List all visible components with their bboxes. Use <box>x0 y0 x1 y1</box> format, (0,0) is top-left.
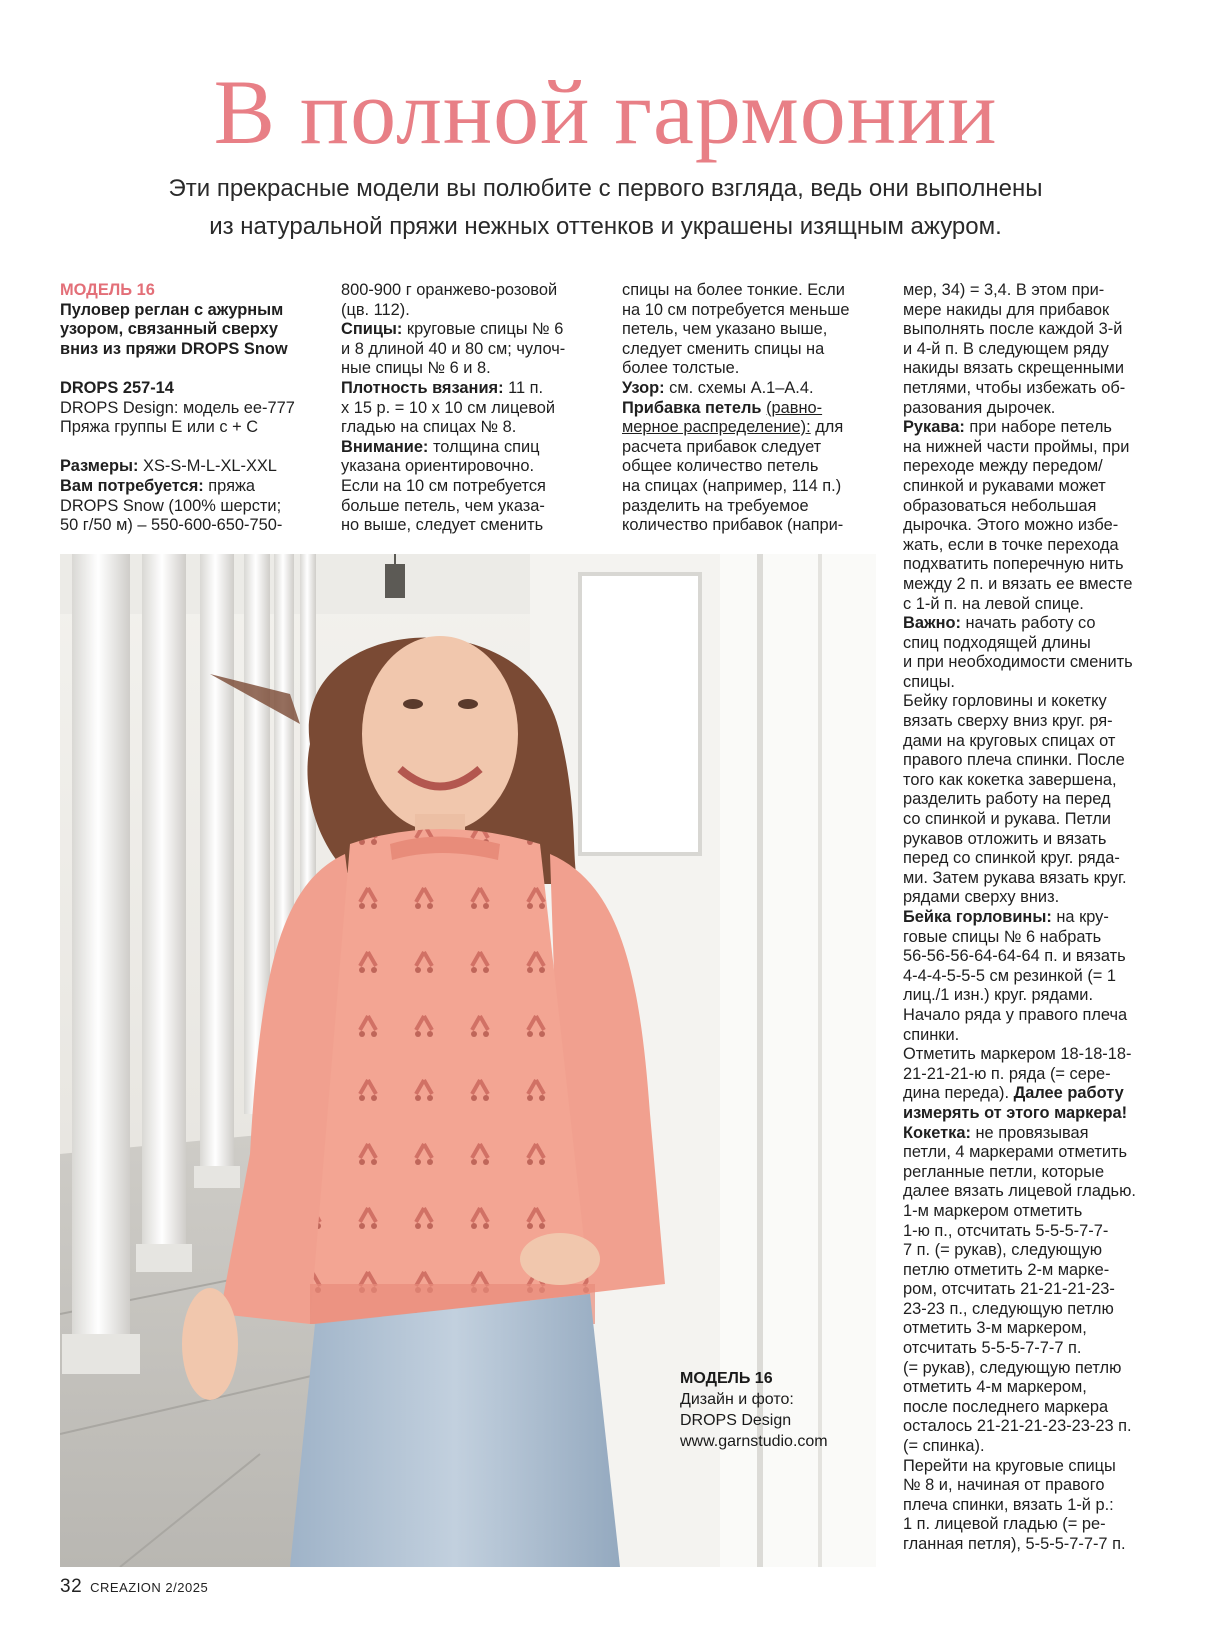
text-line: петлями, чтобы избежать об- <box>903 378 1126 397</box>
caption-line: DROPS Design <box>680 1412 792 1429</box>
text-line: спицы. <box>903 672 955 691</box>
text-line: 1 п. лицевой гладью (= ре- <box>903 1515 1106 1534</box>
text-line: разделить на требуемое <box>622 496 809 515</box>
text-line: Перейти на круговые спицы <box>903 1456 1116 1475</box>
text-line: DROPS Snow (100% шерсти; <box>60 496 282 515</box>
text-line: переходе между передом/ <box>903 457 1103 476</box>
text-line: отсчитать 5-5-5-7-7-7 п. <box>903 1339 1082 1358</box>
text-line: дами на круговых спицах от <box>903 731 1116 750</box>
increase-line: Прибавка петель (равно- <box>622 398 823 417</box>
text-line: разделить работу на перед <box>903 790 1111 809</box>
text-line: Начало ряда у правого плеча <box>903 1005 1128 1024</box>
model-code: DROPS 257-14 <box>60 378 174 397</box>
text-line: более толстые. <box>622 359 740 378</box>
text-line: 21-21-21-ю п. ряда (= сере- <box>903 1064 1111 1083</box>
text-line: говые спицы № 6 набрать <box>903 927 1102 946</box>
text-line: и 8 длиной 40 и 80 см; чулоч- <box>341 339 566 358</box>
text-line: ные спицы № 6 и 8. <box>341 359 491 378</box>
text-line: после последнего маркера <box>903 1397 1109 1416</box>
text-line: рядами сверху вниз. <box>903 888 1060 907</box>
text-line: и 4-й п. В следующем ряду <box>903 339 1109 358</box>
text-line: но выше, следует сменить <box>341 516 544 535</box>
text-line: спинки. <box>903 1025 960 1044</box>
model-desc-line: Пуловер реглан с ажурным <box>60 300 284 319</box>
text-line: ром, отсчитать 21-21-21-23- <box>903 1280 1115 1299</box>
page-title: В полной гармонии <box>213 61 998 163</box>
text-line: вязать сверху вниз круг. ря- <box>903 712 1113 731</box>
text-line: 50 г/50 м) – 550-600-650-750- <box>60 516 283 535</box>
text-line: разования дырочек. <box>903 398 1056 417</box>
text-line: правого плеча спинки. После <box>903 751 1125 770</box>
text-line: петли, 4 маркерами отметить <box>903 1143 1128 1162</box>
yoke-line: Кокетка: не провязывая <box>903 1123 1089 1142</box>
text-line: Отметить маркером 18-18-18- <box>903 1045 1132 1064</box>
text-line: общее количество петель <box>622 457 819 476</box>
text-line: 4-4-4-5-5-5 см резинкой (= 1 <box>903 966 1117 985</box>
text-line: накиды вязать скрещенными <box>903 359 1124 378</box>
model-label: МОДЕЛЬ 16 <box>60 281 155 299</box>
text-line: отметить 4-м маркером, <box>903 1378 1087 1397</box>
text-line: осталось 21-21-21-23-23-23 п. <box>903 1417 1132 1436</box>
text-line: на 10 см потребуется меньше <box>622 300 850 319</box>
text-line: рукавов отложить и вязать <box>903 829 1107 848</box>
photo-caption <box>680 1368 828 1452</box>
text-line: спиц подходящей длины <box>903 633 1091 652</box>
attention-line: Внимание: толщина спиц <box>341 437 540 456</box>
model-desc-line: вниз из пряжи DROPS Snow <box>60 339 288 358</box>
text-line: петлю отметить 2-м марке- <box>903 1260 1110 1279</box>
text-line: ми. Затем рукава вязать круг. <box>903 868 1127 887</box>
yarn-group-line: Пряжа группы E или с + C <box>60 418 259 437</box>
materials-line: Вам потребуется: пряжа <box>60 476 256 495</box>
text-line: 23-23 п., следующую петлю <box>903 1299 1114 1318</box>
text-line: гланная петля), 5-5-5-7-7-7 п. <box>903 1535 1126 1553</box>
text-line: того как кокетка завершена, <box>903 770 1117 789</box>
lead-line: Эти прекрасные модели вы полюбите с первого взгляда, ведь они выполнены <box>168 175 1043 202</box>
text-line: 56-56-56-64-64-64 п. и вязать <box>903 947 1126 966</box>
model-desc-line: узором, связанный сверху <box>60 320 279 339</box>
gauge-line: Плотность вязания: 11 п. <box>341 378 544 397</box>
magazine-issue: CREAZION 2/2025 <box>90 1580 209 1595</box>
text-column-1 <box>60 281 322 536</box>
text-line: образоваться небольшая <box>903 496 1097 515</box>
text-line: расчета прибавок следует <box>622 437 822 456</box>
marker-line: измерять от этого маркера! <box>903 1103 1128 1122</box>
lead-line: из натуральной пряжи нежных оттенков и украшены изящным ажуром. <box>209 213 1002 240</box>
text-line: гладью на спицах № 8. <box>341 418 517 437</box>
marker-line: дина переда). Далее работу <box>903 1084 1124 1103</box>
text-line: (= рукав), следующую петлю <box>903 1358 1122 1377</box>
text-line: с 1-й п. на левой спице. <box>903 594 1084 613</box>
text-line: со спинкой и рукава. Петли <box>903 810 1111 829</box>
lead-paragraph <box>80 170 1131 246</box>
text-line: отметить 3-м маркером, <box>903 1319 1087 1338</box>
text-line: плеча спинки, вязать 1-й р.: <box>903 1495 1114 1514</box>
text-line: № 8 и, начиная от правого <box>903 1476 1105 1495</box>
text-line: лиц./1 изн.) круг. рядами. <box>903 986 1094 1005</box>
needles-line: Спицы: круговые спицы № 6 <box>341 320 564 339</box>
text-line: х 15 р. = 10 х 10 см лицевой <box>341 398 556 417</box>
text-line: на спицах (например, 114 п.) <box>622 476 842 495</box>
text-line: (цв. 112). <box>341 300 410 319</box>
pattern-line: Узор: см. схемы А.1–А.4. <box>622 378 814 397</box>
text-line: далее вязать лицевой гладью. <box>903 1182 1136 1201</box>
text-line: указана ориентировочно. <box>341 457 534 476</box>
text-line: 1-м маркером отметить <box>903 1201 1083 1220</box>
text-line: и при необходимости сменить <box>903 653 1133 672</box>
important-line: Важно: начать работу со <box>903 614 1096 633</box>
caption-label: МОДЕЛЬ 16 <box>680 1370 773 1387</box>
text-line: больше петель, чем указа- <box>341 496 545 515</box>
sleeves-line: Рукава: при наборе петель <box>903 418 1112 437</box>
text-line: следует сменить спицы на <box>622 339 825 358</box>
text-line: спинкой и рукавами может <box>903 476 1106 495</box>
text-column-2 <box>341 281 599 536</box>
text-column-4 <box>903 281 1161 1555</box>
text-line: между 2 п. и вязать ее вместе <box>903 574 1133 593</box>
text-line: мер, 34) = 3,4. В этом при- <box>903 281 1105 299</box>
text-line: 1-ю п., отсчитать 5-5-5-7-7- <box>903 1221 1109 1240</box>
text-line: перед со спинкой круг. ряда- <box>903 849 1120 868</box>
sizes-line: Размеры: XS-S-M-L-XL-XXL <box>60 457 277 476</box>
text-line: 800-900 г оранжево-розовой <box>341 281 558 299</box>
design-line: DROPS Design: модель ee-777 <box>60 398 295 417</box>
text-line: на нижней части проймы, при <box>903 437 1130 456</box>
text-line: подхватить поперечную нить <box>903 555 1124 574</box>
text-column-3 <box>622 281 884 536</box>
page-number: 32 <box>60 1576 83 1597</box>
text-line: спицы на более тонкие. Если <box>622 281 845 299</box>
neckband-line: Бейка горловины: на кру- <box>903 908 1109 926</box>
text-line: жать, если в точке перехода <box>903 535 1119 554</box>
text-line: регланные петли, которые <box>903 1162 1105 1181</box>
text-line: дырочка. Этого можно избе- <box>903 516 1119 535</box>
text-line: (= спинка). <box>903 1437 985 1456</box>
text-line: петель, чем указано выше, <box>622 320 828 339</box>
text-line: выполнять после каждой 3-й <box>903 320 1123 339</box>
caption-url: www.garnstudio.com <box>680 1433 828 1450</box>
text-line: мере накиды для прибавок <box>903 300 1110 319</box>
text-line: Если на 10 см потребуется <box>341 476 546 495</box>
increase-line: мерное распределение): для <box>622 418 844 437</box>
page-footer <box>60 1576 208 1598</box>
text-line: 7 п. (= рукав), следующую <box>903 1241 1103 1260</box>
caption-line: Дизайн и фото: <box>680 1391 794 1408</box>
text-line: количество прибавок (напри- <box>622 516 844 535</box>
text-line: Бейку горловины и кокетку <box>903 692 1107 711</box>
